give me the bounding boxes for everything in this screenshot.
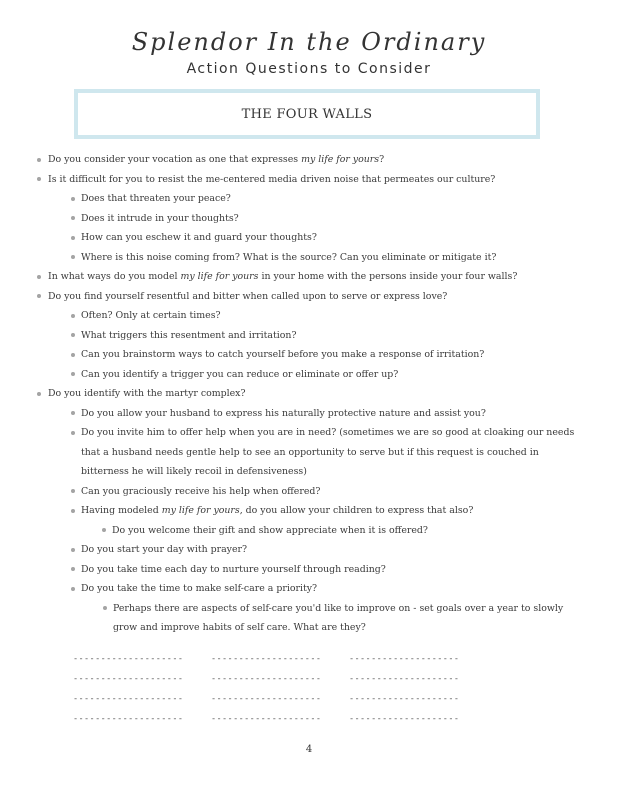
list-item: What triggers this resentment and irritation? [0, 326, 581, 346]
list-item: Do you start your day with prayer? [0, 540, 581, 560]
answer-lines [73, 651, 493, 727]
page-title: Splendor In the Ordinary [131, 28, 487, 56]
answer-line: -------------------- [211, 674, 322, 684]
question-list [0, 150, 618, 638]
page-number: 4 [305, 744, 313, 755]
list-item: How can you eschew it and guard your thoughts? [0, 228, 581, 248]
answer-line: -------------------- [211, 694, 322, 704]
list-item: Do you find yourself resentful and bitter when called upon to serve or express love? [0, 287, 618, 307]
list-item: In what ways do you model my life for yours in your home with the persons inside your four walls? [0, 267, 618, 287]
list-item: Does that threaten your peace? [0, 189, 581, 209]
answer-line: -------------------- [73, 714, 184, 724]
section-heading-box [74, 89, 540, 139]
list-item: Do you invite him to offer help when you are in need? (sometimes we are so good at cloaking our needs that a husband needs gentle help to see an opportunity to serve but if this request is couched in bitterness he will likely recoil in defensiveness) [0, 423, 581, 482]
section-heading: THE FOUR WALLS [241, 106, 373, 122]
answer-line: -------------------- [349, 694, 460, 704]
answer-line: -------------------- [349, 674, 460, 684]
list-item: Can you identify a trigger you can reduce or eliminate or offer up? [0, 365, 581, 385]
list-item: Often? Only at certain times? [0, 306, 581, 326]
list-item: Can you graciously receive his help when offered? [0, 482, 581, 502]
list-item: Having modeled my life for yours, do you allow your children to express that also? [0, 501, 581, 521]
list-item: Do you take the time to make self-care a priority? [0, 579, 581, 599]
answer-line: -------------------- [73, 694, 184, 704]
page-subtitle: Action Questions to Consider [186, 61, 432, 77]
answer-line: -------------------- [73, 654, 184, 664]
answer-line: -------------------- [73, 674, 184, 684]
answer-line: -------------------- [349, 654, 460, 664]
answer-line: -------------------- [349, 714, 460, 724]
list-item: Do you allow your husband to express his naturally protective nature and assist you? [0, 404, 581, 424]
list-item: Do you consider your vocation as one that expresses my life for yours? [0, 150, 618, 170]
list-item: Do you identify with the martyr complex? [0, 384, 618, 404]
list-item: Do you take time each day to nurture yourself through reading? [0, 560, 581, 580]
list-item: Does it intrude in your thoughts? [0, 209, 581, 229]
list-item: Where is this noise coming from? What is the source? Can you eliminate or mitigate it? [0, 248, 581, 268]
list-item: Is it difficult for you to resist the me-centered media driven noise that permeates our culture? [0, 170, 618, 190]
list-item: Do you welcome their gift and show appreciate when it is offered? [0, 521, 618, 541]
answer-line: -------------------- [211, 714, 322, 724]
list-item: Can you brainstorm ways to catch yourself before you make a response of irritation? [0, 345, 581, 365]
list-item: Perhaps there are aspects of self-care you'd like to improve on - set goals over a year to slowly grow and improve habits of self care. What are they? [0, 599, 583, 638]
answer-line: -------------------- [211, 654, 322, 664]
